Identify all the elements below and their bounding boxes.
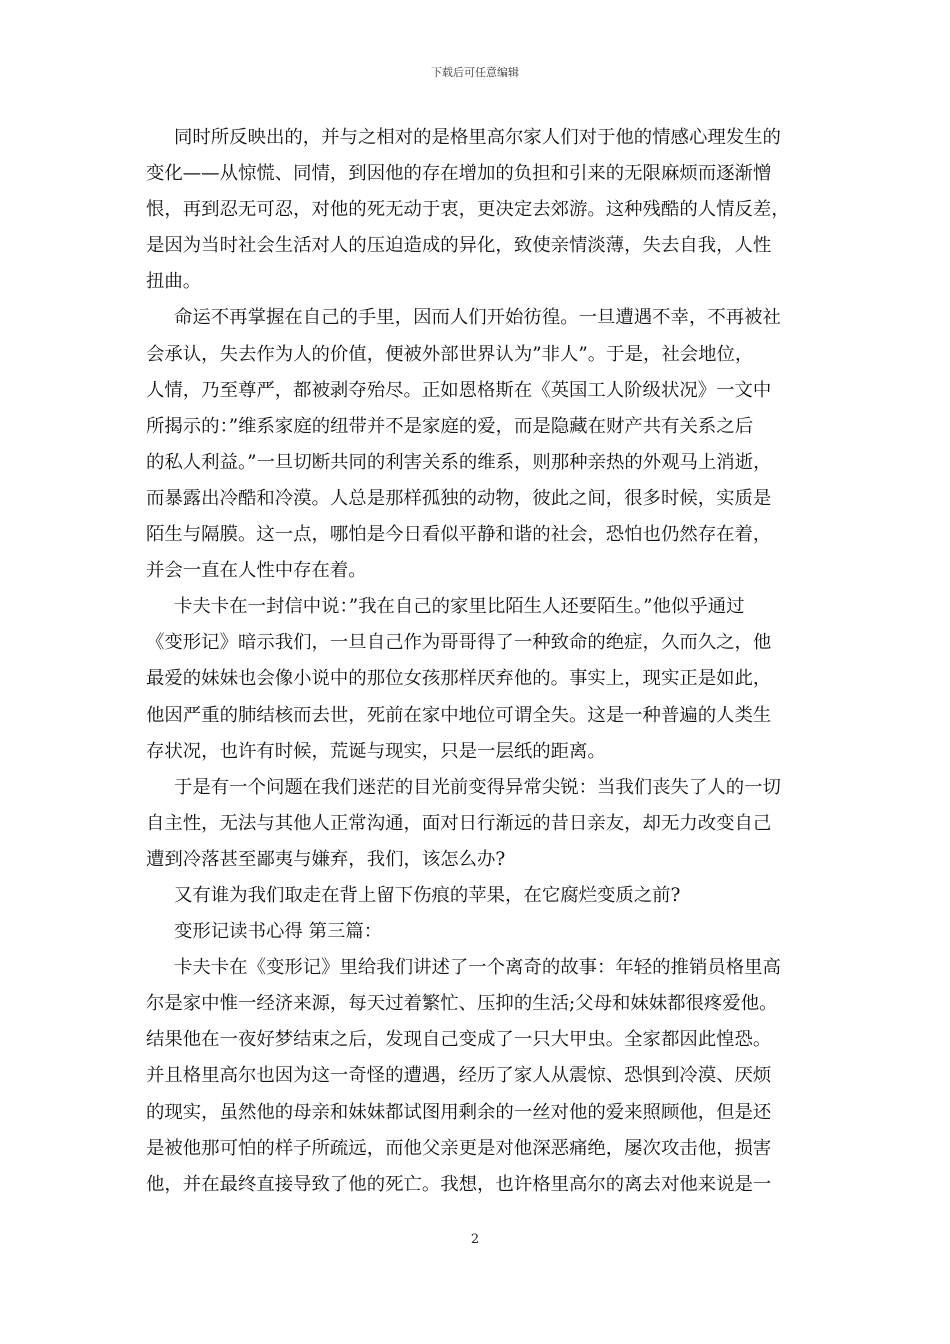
text-line: 的现实，虽然他的母亲和妹妹都试图用剩余的一丝对他的爱来照顾他，但是还 xyxy=(146,1101,772,1123)
document-body xyxy=(146,120,806,1203)
text-line: 扭曲。 xyxy=(146,271,202,293)
text-line: 而暴露出冷酷和冷漠。人总是那样孤独的动物，彼此之间，很多时候，实质是 xyxy=(146,487,772,509)
text-line: 卡夫卡在一封信中说：”我在自己的家里比陌生人还要陌生。”他似乎通过 xyxy=(174,596,745,618)
text-line: 他因严重的肺结核而去世，死前在家中地位可谓全失。这是一种普遍的人类生 xyxy=(146,704,772,726)
text-line: 最爱的妹妹也会像小说中的那位女孩那样厌弃他的。事实上，现实正是如此， xyxy=(146,668,772,690)
text-line: 同时所反映出的，并与之相对的是格里高尔家人们对于他的情感心理发生的 xyxy=(174,127,781,148)
text-line: 命运不再掌握在自己的手里，因而人们开始彷徨。一旦遭遇不幸，不再被社 xyxy=(174,307,781,329)
text-line: 他，并在最终直接导致了他的死亡。我想，也许格里高尔的离去对他来说是一 xyxy=(146,1173,772,1195)
page-header-note: 下载后可任意编辑 xyxy=(431,66,519,79)
text-line: 《变形记》暗示我们，一旦自己作为哥哥得了一种致命的绝症，久而久之，他 xyxy=(146,632,772,654)
text-line: 会承认，失去作为人的价值，便被外部世界认为”非人”。于是，社会地位， xyxy=(146,343,754,365)
text-line: 的私人利益。”一旦切断共同的利害关系的维系，则那种亲热的外观马上消逝， xyxy=(146,451,772,473)
text-line: 所揭示的：”维系家庭的纽带并不是家庭的爱，而是隐藏在财产共有关系之后 xyxy=(146,415,754,437)
text-line: 并且格里高尔也因为这一奇怪的遭遇，经历了家人从震惊、恐惧到冷漠、厌烦 xyxy=(146,1065,772,1087)
text-line: 陌生与隔膜。这一点，哪怕是今日看似平静和谐的社会，恐怕也仍然存在着， xyxy=(146,524,772,546)
page-number: 2 xyxy=(470,1232,480,1247)
text-line: 人情，乃至尊严，都被剥夺殆尽。正如恩格斯在《英国工人阶级状况》一文中 xyxy=(146,379,772,401)
text-line: 并会一直在人性中存在着。 xyxy=(146,560,367,582)
text-line: 变形记读书心得 第三篇： xyxy=(174,921,383,943)
text-line: 结果他在一夜好梦结束之后，发现自己变成了一只大甲虫。全家都因此惶恐。 xyxy=(146,1029,772,1051)
text-line: 于是有一个问题在我们迷茫的目光前变得异常尖锐：当我们丧失了人的一切 xyxy=(174,776,781,798)
text-line: 又有谁为我们取走在背上留下伤痕的苹果，在它腐烂变质之前? xyxy=(174,884,681,906)
text-line: 存状况，也许有时候，荒诞与现实，只是一层纸的距离。 xyxy=(146,740,606,762)
text-line: 卡夫卡在《变形记》里给我们讲述了一个离奇的故事：年轻的推销员格里高 xyxy=(174,957,781,979)
text-line: 遭到冷落甚至鄙夷与嫌弃，我们，该怎么办? xyxy=(146,848,506,870)
text-line: 是被他那可怕的样子所疏远，而他父亲更是对他深恶痛绝，屡次攻击他，损害 xyxy=(146,1137,772,1159)
text-line: 自主性，无法与其他人正常沟通，面对日行渐远的昔日亲友，却无力改变自己 xyxy=(146,812,772,834)
text-line: 变化——从惊慌、同情，到因他的存在增加的负担和引来的无限麻烦而逐渐憎 xyxy=(146,163,772,185)
text-line: 恨，再到忍无可忍，对他的死无动于衷，更决定去郊游。这种残酷的人情反差， xyxy=(146,199,790,221)
text-line: 尔是家中惟一经济来源，每天过着繁忙、压抑的生活;父母和妹妹都很疼爱他。 xyxy=(146,993,778,1015)
text-line: 是因为当时社会生活对人的压迫造成的异化，致使亲情淡薄，失去自我，人性 xyxy=(146,235,772,257)
